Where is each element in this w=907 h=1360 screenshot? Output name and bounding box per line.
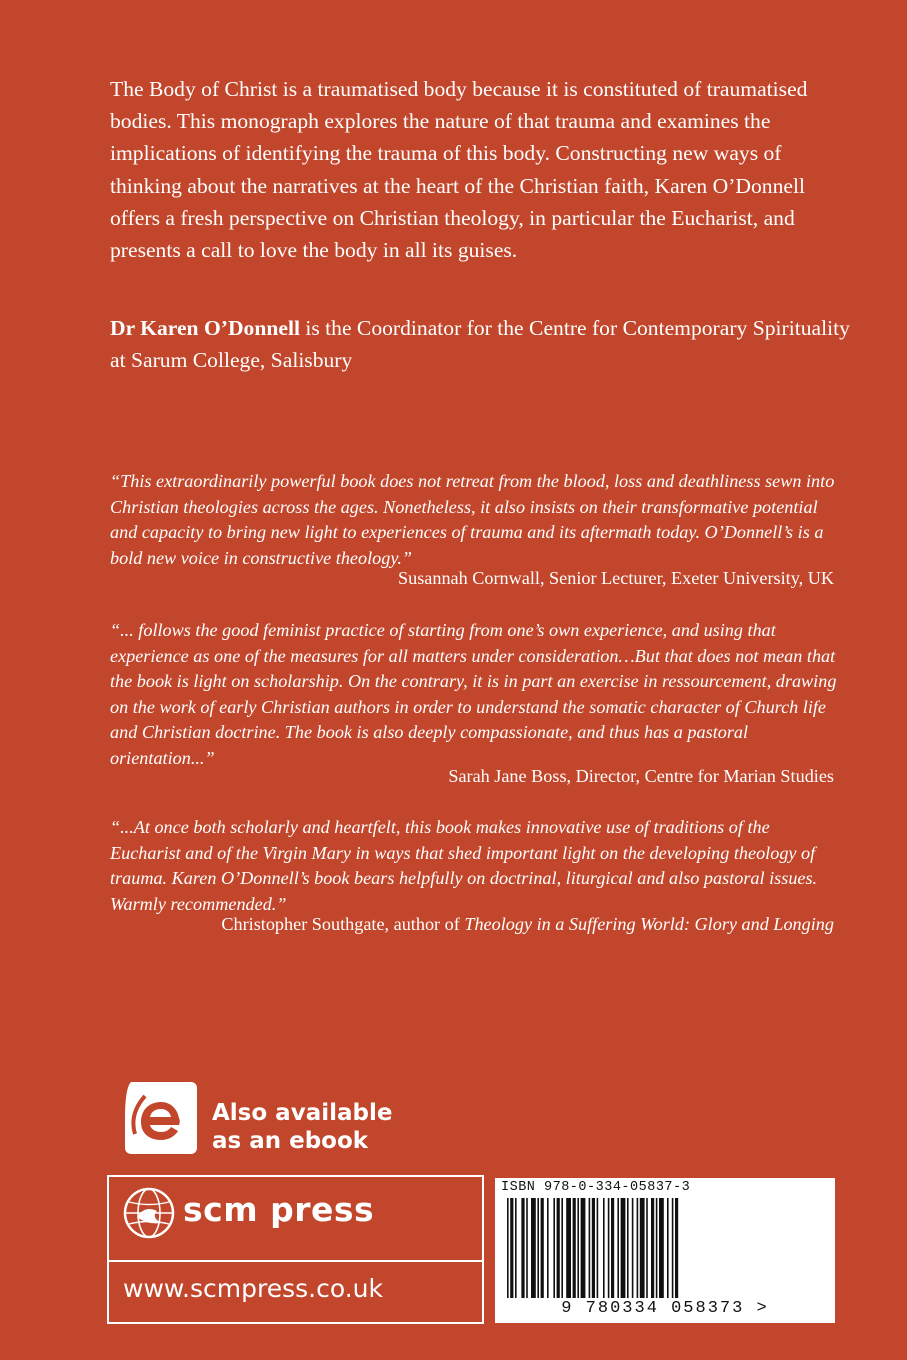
endorsement-attribution (154, 912, 834, 938)
isbn-barcode (495, 1178, 835, 1323)
barcode-bar (597, 1198, 599, 1298)
publisher-url[interactable]: www.scmpress.co.uk (123, 1274, 383, 1303)
endorsement-quote: “This extraordinarily powerful book does not retreat from the blood, loss and deathliness sewn into Christian theologies across the ages. Nonetheless, it also insists on their transformative potential and capacity to bring new light to experiences of trauma and its aftermath today. O’Donnell’s is a bold new voice in constructive theology.” (110, 471, 835, 568)
author-name: Dr Karen O’Donnell (110, 316, 300, 340)
book-description: The Body of Christ is a traumatised body because it is constituted of traumatised bodies. This monograph explores the nature of that trauma and examines the implications of identifying the trauma of this body. Constructing new ways of thinking about the narratives at the heart of the Christian faith, Karen O’Donnell offers a fresh perspective on Christian theology, in particular the Eucharist, and presents a call to love the body in all its guises. (110, 77, 808, 263)
globe-icon (123, 1187, 175, 1239)
endorsement-quote: “...At once both scholarly and heartfelt, this book makes innovative use of traditions of the Eucharist and of the Virgin Mary in ways that shed important light on the developing theology of trauma. Karen O’Donnell’s book bears helpfully on doctrinal, liturgical and also pastoral issues. Warmly recommended.” (110, 817, 818, 914)
barcode-bar (507, 1198, 509, 1298)
ebook-line-1: Also available (212, 1100, 393, 1126)
endorsement-attribution: Sarah Jane Boss, Director, Centre for Marian Studies (448, 766, 834, 786)
barcode-bar (651, 1198, 654, 1298)
barcode-bar (603, 1198, 605, 1298)
barcode-bar (553, 1198, 555, 1298)
endorsement-attribution: Susannah Cornwall, Senior Lecturer, Exeter University, UK (398, 568, 834, 588)
isbn-label: ISBN 978-0-334-05837-3 (501, 1180, 691, 1195)
endorsement-quote: “... follows the good feminist practice of starting from one’s own experience, and using that experience as one of the measures for all matters under consideration…But that does not mean that the book is light on scholarship. On the contrary, it is in part an exercise in ressourcement, drawing on the work of early Christian authors in order to understand the somatic character of Church life and Christian doctrine. The book is also deeply compassionate, and thus has a pastoral orientation...” (110, 620, 837, 768)
publisher-box (107, 1175, 484, 1324)
ebook-icon (121, 1078, 201, 1158)
barcode-bar (611, 1198, 614, 1298)
barcode-bar (521, 1198, 524, 1298)
barcode-bar (566, 1198, 571, 1298)
barcode-bar (632, 1198, 634, 1298)
barcode-bar (592, 1198, 595, 1298)
barcode-bar (547, 1198, 549, 1298)
attribution-prefix: Christopher Southgate, author of (221, 914, 465, 934)
barcode-bar (659, 1198, 664, 1298)
barcode-bar (577, 1198, 579, 1298)
barcode-bar (637, 1198, 639, 1298)
barcode-bar (646, 1198, 648, 1298)
barcode-bar (537, 1198, 539, 1298)
barcode-bar (617, 1198, 619, 1298)
barcode-bar (621, 1198, 626, 1298)
barcode-bar (541, 1198, 544, 1298)
barcode-bar (656, 1198, 658, 1298)
publisher-divider (109, 1260, 482, 1262)
barcode-bar (675, 1198, 678, 1298)
barcode-bars (507, 1198, 823, 1298)
publisher-name: scm press (183, 1190, 375, 1229)
barcode-bar (573, 1198, 576, 1298)
isbn-digits: 9 780334 058373 > (561, 1299, 769, 1318)
author-bio-text: is the Coordinator for the Centre for Contemporary Spirituality at Sarum College, Salisbury (110, 316, 850, 373)
barcode-bar (589, 1198, 591, 1298)
barcode-bar (581, 1198, 586, 1298)
barcode-bar (672, 1198, 674, 1298)
author-bio (110, 312, 850, 376)
barcode-bar (627, 1198, 629, 1298)
barcode-bar (526, 1198, 528, 1298)
barcode-bar (608, 1198, 610, 1298)
ebook-availability (212, 1099, 392, 1155)
attribution-book-title: Theology in a Suffering World: Glory and Longing (464, 914, 834, 934)
barcode-bar (640, 1198, 645, 1298)
barcode-bar (510, 1198, 513, 1298)
barcode-bar (557, 1198, 560, 1298)
barcode-bar (515, 1198, 517, 1298)
barcode-bar (667, 1198, 669, 1298)
barcode-bar (561, 1198, 563, 1298)
ebook-line-2: as an ebook (212, 1128, 369, 1154)
barcode-bar (531, 1198, 536, 1298)
